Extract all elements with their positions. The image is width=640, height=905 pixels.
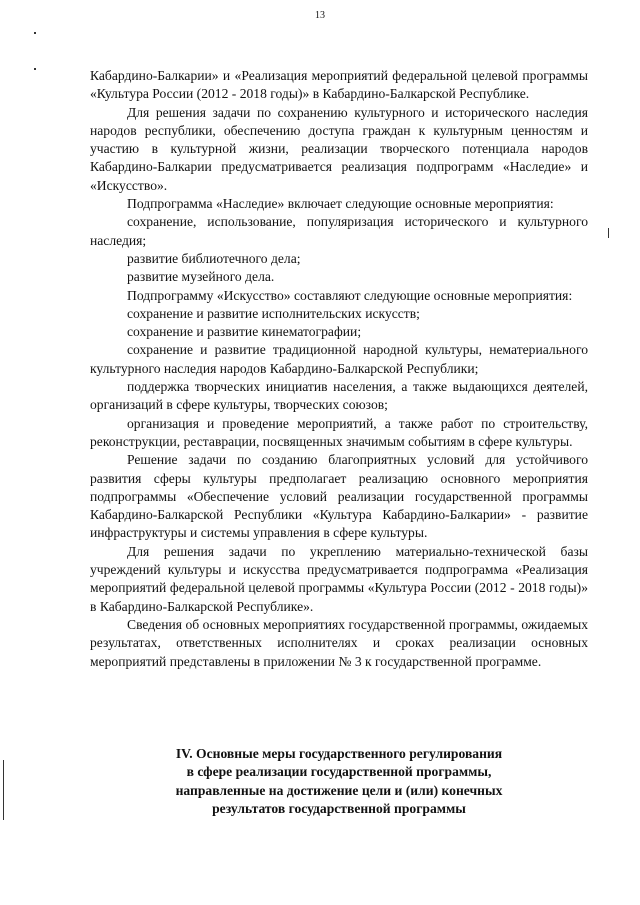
heading-line: результатов государственной программы [212,800,466,816]
paragraph: организация и проведение мероприятий, а также работ по строительству, реконструкции, реставрации, посвященных значимым событиям в сфере культуры. [90,415,588,449]
paragraph: сохранение и развитие традиционной народной культуры, нематериального культурного наследия народов Кабардино-Балкарской Республики; [90,342,588,376]
paragraph: поддержка творческих инициатив населения, а также выдающихся деятелей, организаций в сфере культуры, творческих союзов; [90,379,588,413]
paragraph: сохранение, использование, популяризация исторического и культурного наследия; [90,214,588,248]
page-number: 13 [315,10,325,21]
paragraph: Решение задачи по созданию благоприятных условий для устойчивого развития сферы культуры предполагает реализацию основного мероприятия подпрограммы «Обеспечение условий реализации государственной программы Кабардино-Балкарской Республики «Культура Кабардино-Балкарии» - развитие инфраструктуры и системы управления в сфере культуры. [90,452,588,541]
scan-speck [34,32,36,34]
list-item: развитие библиотечного дела; [127,250,301,266]
body-text [90,67,588,671]
paragraph: Для решения задачи по сохранению культурного и исторического наследия народов республики, обеспечению доступа граждан к культурным ценностям и участию в культурной жизни, реализации творческого потенциала народов Кабардино-Балкарии предусматривается реализация подпрограмм «Наследие» и «Искусство». [90,104,588,193]
list-item: сохранение и развитие кинематографии; [127,324,362,340]
heading-line: IV. Основные меры государственного регулирования [175,746,503,761]
paragraph: Для решения задачи по укреплению материально-технической базы учреждений культуры и искусства предусматривается подпрограмма «Реализация мероприятий федеральной целевой программы «Культура России (2012 - 2018 годы)» в Кабардино-Балкарской Республике». [90,543,588,614]
list-item: сохранение и развитие исполнительских искусств; [127,305,420,321]
paragraph: Подпрограмма «Наследие» включает следующие основные мероприятия: [127,196,554,212]
heading-line: в сфере реализации государственной программы, [186,764,492,780]
scan-speck [34,68,36,70]
paragraph: Кабардино-Балкарии» и «Реализация мероприятий федеральной целевой программы «Культура России (2012 - 2018 годы)» в Кабардино-Балкарской Республике. [90,68,588,102]
paragraph: Подпрограмму «Искусство» составляют следующие основные мероприятия: [127,287,573,303]
scan-edge-mark [608,228,609,238]
heading-line: направленные на достижение цели и (или) конечных [175,782,503,798]
paragraph: Сведения об основных мероприятиях государственной программы, ожидаемых результатах, ответственных исполнителях и сроках реализации основных мероприятий представлены в приложении № 3 к государственной программе. [90,616,588,669]
list-item: развитие музейного дела. [127,269,275,285]
section-heading [90,745,588,818]
scan-edge-mark [3,760,4,820]
